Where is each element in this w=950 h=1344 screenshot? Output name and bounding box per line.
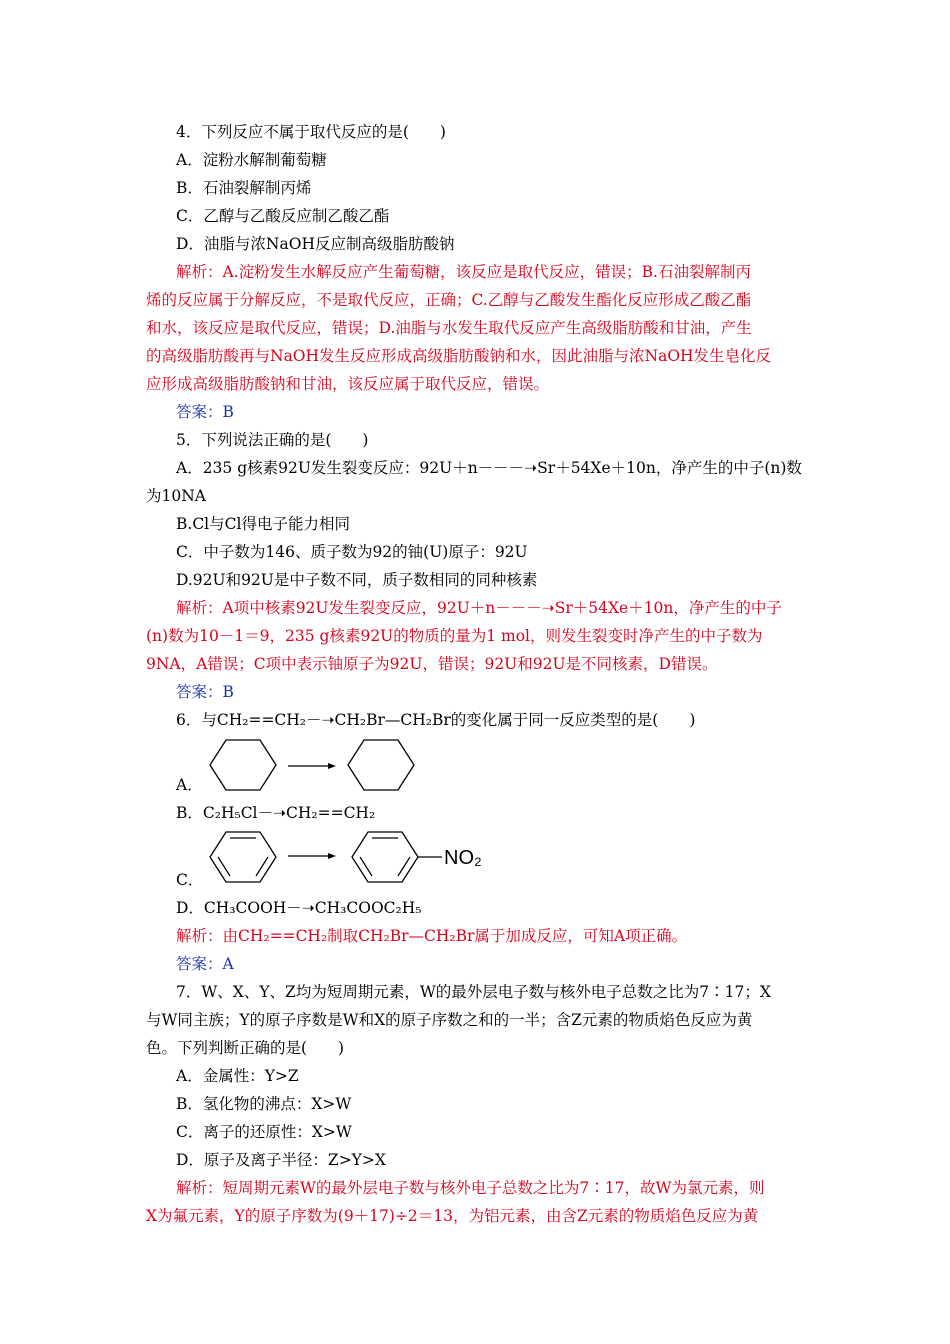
q5-stem: 5．下列说法正确的是( )	[176, 431, 369, 449]
q5-analysis-line-2: (n)数为10－1＝9，235 g核素92U的物质的量为1 mol，则发生裂变时净产生的中子数为	[146, 627, 763, 645]
q7-option-a: A．金属性：Y>Z	[176, 1067, 299, 1085]
q5-option-c: C．中子数为146、质子数为92的铀(U)原子：92U	[176, 543, 528, 561]
q6-option-a-structure	[196, 735, 426, 795]
q6-option-c-structure	[196, 827, 496, 887]
q5-option-a-line-1: A．235 g核素92U发生裂变反应：92U＋n－－－➝Sr＋54Xe＋10n，净产生的中子(n)数	[176, 459, 802, 477]
q5-analysis-line-1: 解析：A项中核素92U发生裂变反应，92U＋n－－－➝Sr＋54Xe＋10n，净产生的中子	[176, 599, 782, 617]
q4-analysis-line-5: 应形成高级脂肪酸钠和甘油，该反应属于取代反应，错误。	[146, 375, 550, 393]
ring-left	[210, 740, 276, 790]
q6-stem: 6．与CH₂==CH₂－➝CH₂Br—CH₂Br的变化属于同一反应类型的是( )	[176, 711, 696, 729]
q7-analysis-line-2: X为氟元素，Y的原子序数为(9＋17)÷2＝13，为铝元素，由含Z元素的物质焰色反应为黄	[146, 1207, 759, 1225]
q7-stem-line-1: 7．W、X、Y、Z均为短周期元素，W的最外层电子数与核外电子总数之比为7∶17；X	[176, 983, 771, 1001]
q4-analysis-line-2: 烯的反应属于分解反应，不是取代反应，正确；C.乙醇与乙酸发生酯化反应形成乙酸乙酯	[146, 291, 752, 309]
q4-option-a: A．淀粉水解制葡萄糖	[176, 151, 327, 169]
q7-option-c: C．离子的还原性：X>W	[176, 1123, 352, 1141]
q5-option-b: B.Cl与Cl得电子能力相同	[176, 515, 350, 533]
benzene-ring	[210, 832, 276, 882]
q6-analysis: 解析：由CH₂==CH₂制取CH₂Br—CH₂Br属于加成反应，可知A项正确。	[176, 927, 688, 945]
q5-option-a-line-2: 为10NA	[146, 487, 206, 505]
q7-stem-line-3: 色。下列判断正确的是( )	[146, 1039, 345, 1057]
arrow-head	[328, 853, 336, 859]
q6-option-a-label: A．	[176, 776, 203, 794]
q4-stem: 4．下列反应不属于取代反应的是( )	[176, 123, 446, 141]
arrow-head	[328, 763, 336, 769]
q7-analysis-line-1: 解析：短周期元素W的最外层电子数与核外电子总数之比为7∶17，故W为氯元素，则	[176, 1179, 765, 1197]
q4-analysis-line-3: 和水，该反应是取代反应，错误；D.油脂与水发生取代反应产生高级脂肪酸和甘油，产生	[146, 319, 752, 337]
nitrobenzene-ring	[352, 832, 418, 882]
q4-option-b: B．石油裂解制丙烯	[176, 179, 312, 197]
q6-option-c-label: C．	[176, 871, 204, 889]
q6-option-b: B．C₂H₅Cl－➝CH₂==CH₂	[176, 804, 376, 822]
q4-option-d: D．油脂与浓NaOH反应制高级脂肪酸钠	[176, 235, 455, 253]
ring-right	[348, 740, 414, 790]
q6-option-d: D．CH₃COOH－➝CH₃COOC₂H₅	[176, 899, 422, 917]
q5-answer: 答案：B	[176, 683, 234, 701]
q6-answer: 答案：A	[176, 955, 234, 973]
q4-analysis-line-4: 的高级脂肪酸再与NaOH发生反应形成高级脂肪酸钠和水，因此油脂与浓NaOH发生皂化反	[146, 347, 772, 365]
q5-option-d: D.92U和92U是中子数不同，质子数相同的同种核素	[176, 571, 538, 589]
q7-stem-line-2: 与W同主族；Y的原子序数是W和X的原子序数之和的一半；含Z元素的物质焰色反应为黄	[146, 1011, 753, 1029]
q5-analysis-line-3: 9NA，A错误；C项中表示铀原子为92U，错误；92U和92U是不同核素，D错误。	[146, 655, 718, 673]
q4-answer: 答案：B	[176, 403, 234, 421]
no2-label: NO₂	[444, 847, 482, 869]
q7-option-d: D．原子及离子半径：Z>Y>X	[176, 1151, 386, 1169]
q4-analysis-line-1: 解析：A.淀粉发生水解反应产生葡萄糖，该反应是取代反应，错误；B.石油裂解制丙	[176, 263, 751, 281]
q7-option-b: B．氢化物的沸点：X>W	[176, 1095, 352, 1113]
q4-option-c: C．乙醇与乙酸反应制乙酸乙酯	[176, 207, 390, 225]
